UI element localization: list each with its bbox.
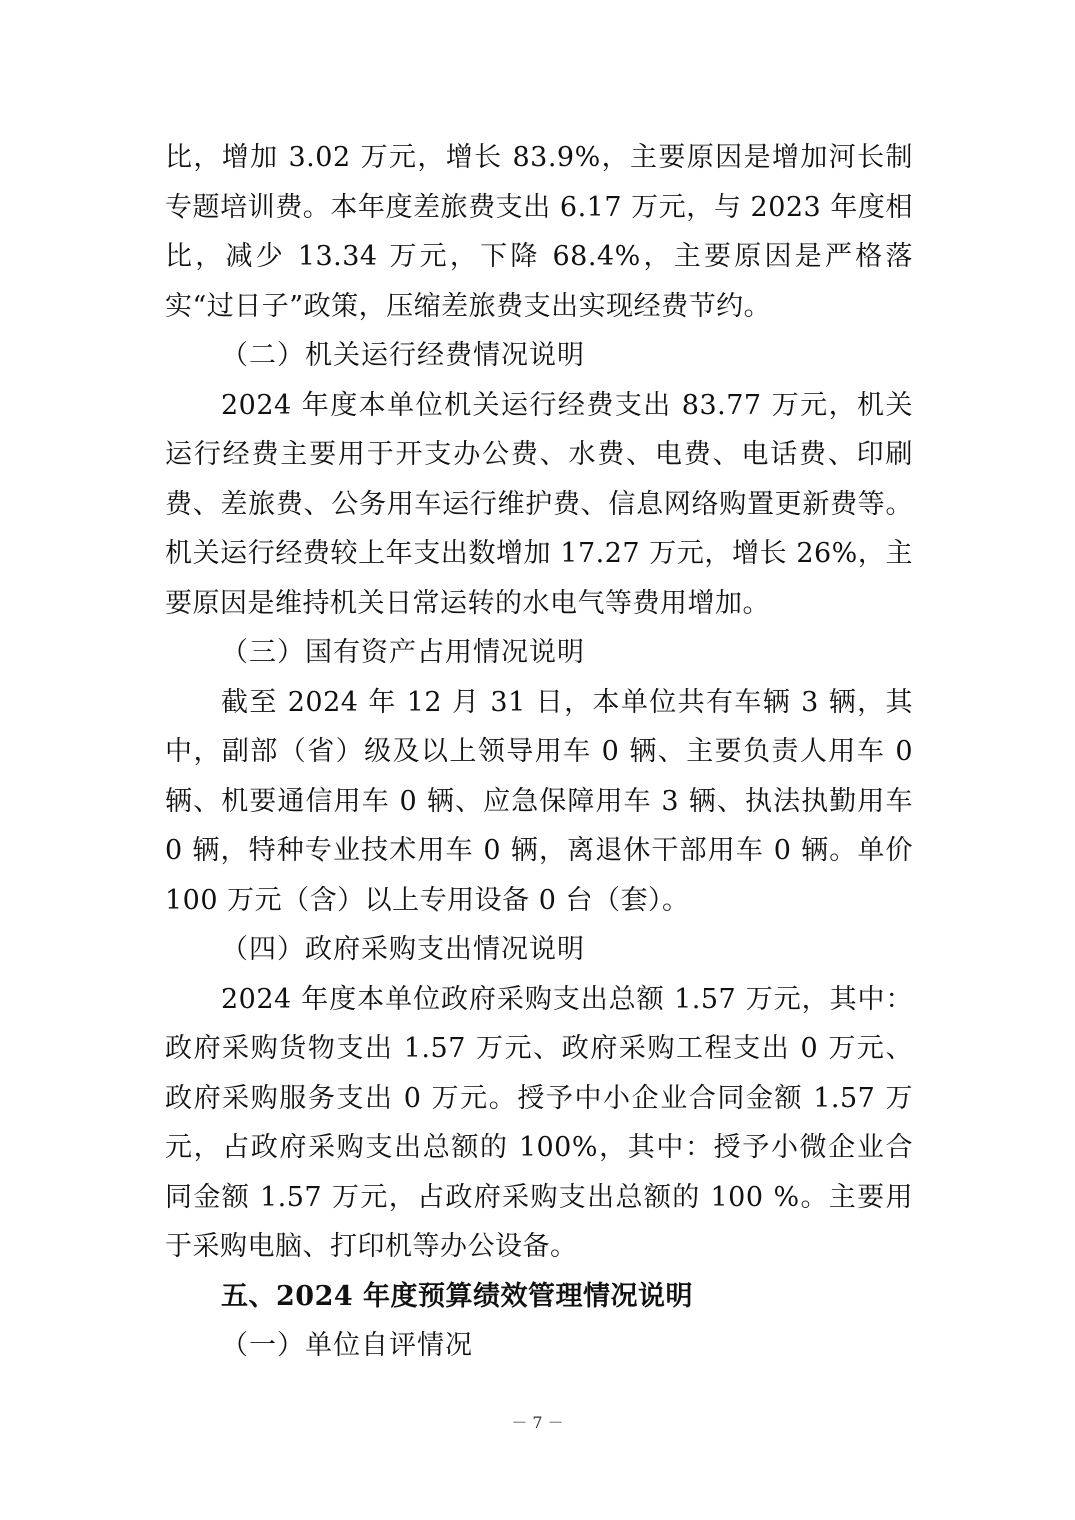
document-body	[165, 133, 913, 1371]
subheading-operating-expenses: （二）机关运行经费情况说明	[221, 340, 585, 371]
paragraph-government-procurement: 2024 年度本单位政府采购支出总额 1.57 万元，其中：政府采购货物支出 1.57 万元、政府采购工程支出 0 万元、政府采购服务支出 0 万元。授予中小企业合同金额 1.57 万元，占政府采购支出总额的 100%，其中：授予小微企业合同金额 1.57 万元，占政府采购支出总额的 100 %。主要用于采购电脑、打印机等办公设备。	[165, 983, 913, 1262]
subheading-self-evaluation: （一）单位自评情况	[221, 1330, 473, 1361]
section-heading-performance-management: 五、2024 年度预算绩效管理情况说明	[221, 1280, 694, 1312]
paragraph-travel-expenses: 比，增加 3.02 万元，增长 83.9%，主要原因是增加河长制专题培训费。本年度差旅费支出 6.17 万元，与 2023 年度相比，减少 13.34 万元，下降 68.4%，主要原因是严格落实“过日子”政策，压缩差旅费支出实现经费节约。	[165, 142, 913, 322]
subheading-government-procurement: （四）政府采购支出情况说明	[221, 934, 585, 965]
paragraph-operating-expenses: 2024 年度本单位机关运行经费支出 83.77 万元，机关运行经费主要用于开支办公费、水费、电费、电话费、印刷费、差旅费、公务用车运行维护费、信息网络购置更新费等。机关运行经费较上年支出数增加 17.27 万元，增长 26%，主要原因是维持机关日常运转的水电气等费用增加。	[165, 389, 913, 619]
subheading-state-assets: （三）国有资产占用情况说明	[221, 637, 585, 668]
page-number: － 7 －	[511, 1413, 564, 1432]
paragraph-state-assets: 截至 2024 年 12 月 31 日，本单位共有车辆 3 辆，其中，副部（省）级及以上领导用车 0 辆、主要负责人用车 0 辆、机要通信用车 0 辆、应急保障用车 3 辆、执法执勤用车 0 辆，特种专业技术用车 0 辆，离退休干部用车 0 辆。单价 100 万元（含）以上专用设备 0 台（套）。	[165, 686, 913, 916]
